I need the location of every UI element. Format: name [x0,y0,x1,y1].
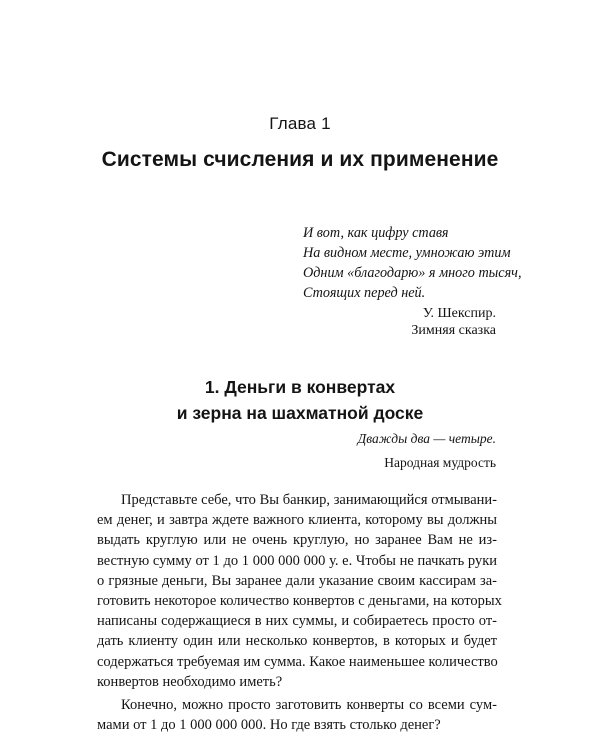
epigraph-line: И вот, как цифру ставя [303,225,449,241]
section-title [0,374,600,426]
epigraph-source: Зимняя сказка [411,323,496,338]
section-epigraph-source: Народная мудрость [384,455,496,470]
text-line: о грязные деньги, Вы заранее дали указание своим кассирам за- [97,572,497,589]
epigraph-poem [303,223,522,303]
text-line: Представьте себе, что Вы банкир, занимающийся отмывани- [121,492,497,508]
text-line: выдать круглую или не очень круглую, но заранее Вам не из- [97,532,497,549]
text-line: ем денег, и завтра ждете важного клиента, которому вы должны [97,512,497,529]
section-epigraph: Дважды два — четыре. [357,431,496,446]
text-line: написаны содержащиеся в них суммы, и собираетесь просто от- [97,613,497,630]
text-line: мами от 1 до 1 000 000 000. Но где взять столько денег? [97,717,441,734]
epigraph-line: На видном месте, умножаю этим [303,245,511,261]
paragraph-2 [97,695,497,735]
epigraph-line: Одним «благодарю» я много тысяч, [303,265,522,281]
section-title-line: и зерна на шахматной доске [176,403,424,423]
epigraph-line: Стоящих перед ней. [303,285,426,301]
body-text [97,490,502,735]
chapter-title: Системы счисления и их применение [101,148,499,171]
paragraph-1 [97,490,502,692]
chapter-label: Глава 1 [269,114,331,133]
text-line: конвертов необходимо иметь? [97,673,283,690]
epigraph-author: У. Шекспир. [422,306,496,321]
section-title-line: 1. Деньги в конвертах [204,377,396,397]
text-line: готовить некоторое количество конвертов с деньгами, на которых [97,593,502,610]
text-line: содержаться требуемая им сумма. Какое наименьшее количество [97,653,498,670]
text-line: вестную сумму от 1 до 1 000 000 000 у. е. Чтобы не пачкать руки [97,552,497,569]
text-line: дать клиенту один или несколько конвертов, в которых и будет [97,633,497,650]
text-line: Конечно, можно просто заготовить конверты со всеми сум- [121,697,497,714]
